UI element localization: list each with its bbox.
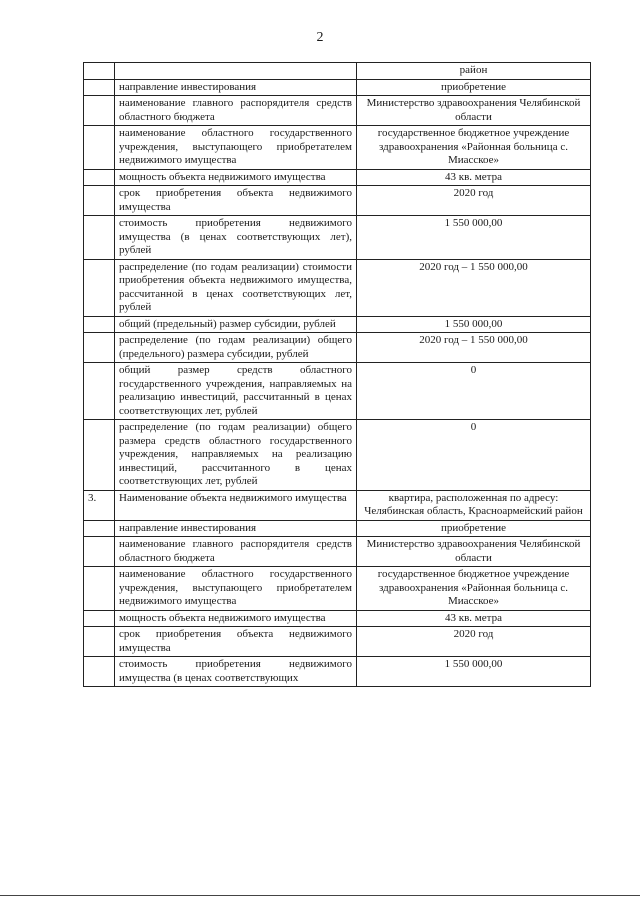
table-body [84,63,591,687]
table-row [84,96,591,126]
value-cell: 2020 год [357,186,591,216]
value-cell: 43 кв. метра [357,610,591,627]
row-number-cell [84,520,115,537]
table-row [84,333,591,363]
value-cell: 0 [357,363,591,420]
parameter-cell: стоимость приобретения недвижимого имущества (в ценах соответствующих лет), рублей [115,216,357,260]
row-number-cell [84,259,115,316]
parameter-cell: наименование главного распорядителя средств областного бюджета [115,96,357,126]
table-row [84,63,591,80]
parameter-cell: распределение (по годам реализации) стоимости приобретения объекта недвижимого имущества, рассчитанной в ценах соответствующих лет, рублей [115,259,357,316]
value-cell: 2020 год – 1 550 000,00 [357,333,591,363]
row-number-cell [84,96,115,126]
table-row [84,216,591,260]
table-row [84,627,591,657]
parameter-cell: Наименование объекта недвижимого имущества [115,490,357,520]
row-number-cell [84,537,115,567]
value-cell: 2020 год – 1 550 000,00 [357,259,591,316]
page-number: 2 [316,30,324,45]
row-number-cell [84,627,115,657]
value-cell: приобретение [357,520,591,537]
row-number-cell [84,316,115,333]
parameter-cell: мощность объекта недвижимого имущества [115,169,357,186]
parameter-cell: срок приобретения объекта недвижимого имущества [115,627,357,657]
row-number-cell [84,126,115,170]
row-number-cell: 3. [84,490,115,520]
table-row [84,363,591,420]
table-row [84,169,591,186]
row-number-cell [84,567,115,611]
parameter-cell: распределение (по годам реализации) общего (предельного) размера субсидии, рублей [115,333,357,363]
investment-table [83,62,591,687]
value-cell: квартира, расположенная по адресу: Челябинская область, Красноармейский район [357,490,591,520]
row-number-cell [84,79,115,96]
table-row [84,567,591,611]
parameter-cell: наименование областного государственного учреждения, выступающего приобретателем недвижимого имущества [115,567,357,611]
parameter-cell: направление инвестирования [115,79,357,96]
parameter-cell: распределение (по годам реализации) общего размера средств областного государственного учреждения, направляемых на реализацию инвестиций, рассчитанного в ценах соответствующих лет, рублей [115,420,357,491]
table-row [84,79,591,96]
parameter-cell: срок приобретения объекта недвижимого имущества [115,186,357,216]
table-row [84,259,591,316]
row-number-cell [84,333,115,363]
value-cell: 1 550 000,00 [357,657,591,687]
value-cell: Министерство здравоохранения Челябинской области [357,96,591,126]
row-number-cell [84,186,115,216]
page-bottom-rule [0,895,640,896]
parameter-cell: мощность объекта недвижимого имущества [115,610,357,627]
parameter-cell [115,63,357,80]
table-row [84,657,591,687]
parameter-cell: общий (предельный) размер субсидии, рублей [115,316,357,333]
parameter-cell: направление инвестирования [115,520,357,537]
row-number-cell [84,63,115,80]
row-number-cell [84,657,115,687]
value-cell: приобретение [357,79,591,96]
row-number-cell [84,216,115,260]
value-cell: район [357,63,591,80]
value-cell: государственное бюджетное учреждение здравоохранения «Районная больница с. Миасское» [357,126,591,170]
table-row [84,186,591,216]
table-row [84,316,591,333]
value-cell: 43 кв. метра [357,169,591,186]
table-row [84,126,591,170]
value-cell: 0 [357,420,591,491]
table-row [84,420,591,491]
value-cell: 1 550 000,00 [357,316,591,333]
row-number-cell [84,610,115,627]
parameter-cell: наименование областного государственного учреждения, выступающего приобретателем недвижимого имущества [115,126,357,170]
table-row [84,490,591,520]
parameter-cell: стоимость приобретения недвижимого имущества (в ценах соответствующих [115,657,357,687]
parameter-cell: наименование главного распорядителя средств областного бюджета [115,537,357,567]
value-cell: Министерство здравоохранения Челябинской области [357,537,591,567]
value-cell: 2020 год [357,627,591,657]
parameter-cell: общий размер средств областного государственного учреждения, направляемых на реализацию инвестиций, рассчитанный в ценах соответствующих лет, рублей [115,363,357,420]
row-number-cell [84,420,115,491]
table-row [84,610,591,627]
row-number-cell [84,169,115,186]
table-row [84,520,591,537]
row-number-cell [84,363,115,420]
table-row [84,537,591,567]
value-cell: 1 550 000,00 [357,216,591,260]
value-cell: государственное бюджетное учреждение здравоохранения «Районная больница с. Миасское» [357,567,591,611]
